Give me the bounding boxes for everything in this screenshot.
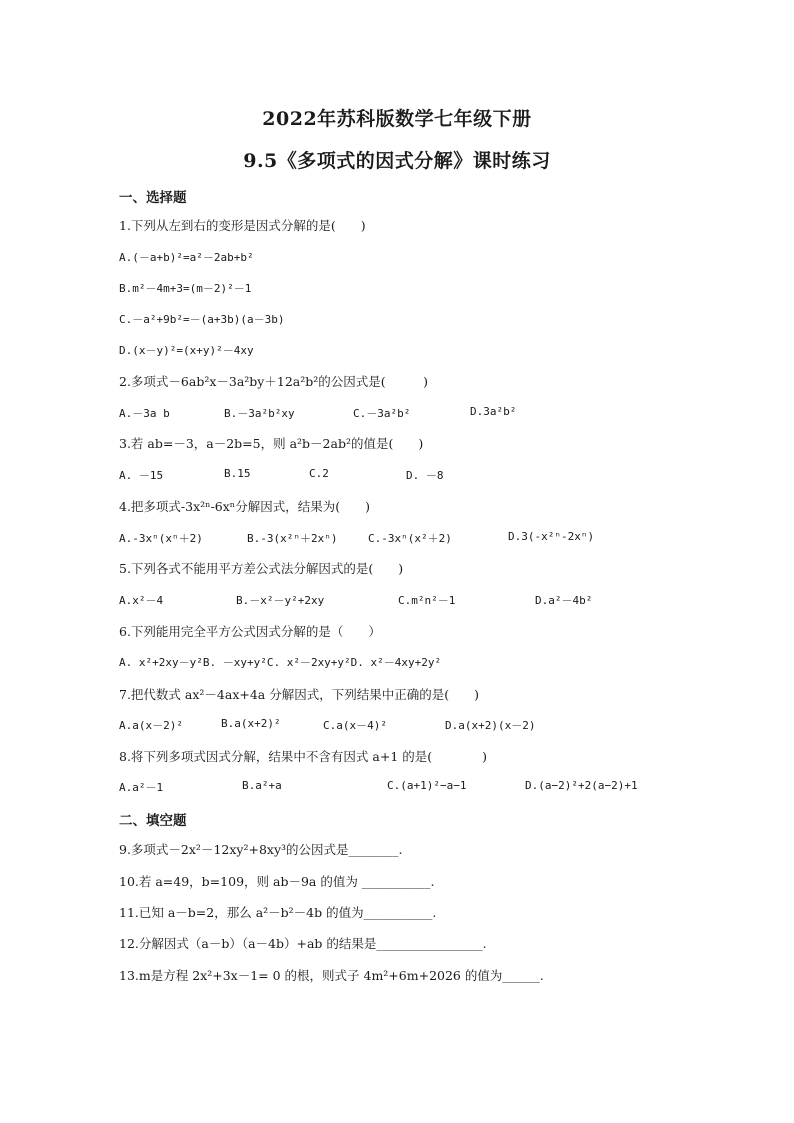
title-line-1: 2022年苏科版数学七年级下册: [262, 108, 532, 130]
q3-option-a: A. －15: [119, 469, 164, 482]
q2-option-b: B.－3a²b²xy: [224, 407, 295, 420]
q4-option-b: B.-3(x²ⁿ＋2xⁿ): [247, 532, 338, 545]
q5-option-a: A.x²－4: [119, 594, 164, 607]
q7-option-c: C.a(x－4)²: [323, 719, 387, 732]
q2-option-d: D.3a²b²: [470, 405, 517, 418]
q8-option-b: B.a²+a: [242, 779, 282, 792]
q8-option-a: A.a²－1: [119, 781, 164, 794]
title-line-2: 9.5《多项式的因式分解》课时练习: [243, 150, 551, 172]
section-fill-in: 二、填空题: [119, 813, 187, 829]
question-5: 5.下列各式不能用平方差公式法分解因式的是( ): [119, 561, 404, 576]
question-1: 1.下列从左到右的变形是因式分解的是( ): [119, 218, 366, 233]
q1-option-a: A.(－a+b)²=a²－2ab+b²: [119, 251, 254, 264]
q7-option-a: A.a(x－2)²: [119, 719, 183, 732]
question-3: 3.若 ab=－3，a－2b=5，则 a²b－2ab²的值是( ): [119, 436, 424, 451]
q2-option-a: A.－3a b: [119, 407, 170, 420]
question-7: 7.把代数式 ax²－4ax+4a 分解因式，下列结果中正确的是( ): [119, 687, 479, 702]
q1-option-b: B.m²－4m+3=(m－2)²－1: [119, 282, 252, 295]
q7-option-d: D.a(x+2)(x－2): [445, 719, 536, 732]
q8-option-d: D.(a−2)²+2(a−2)+1: [525, 779, 638, 792]
q4-option-a: A.-3xⁿ(xⁿ＋2): [119, 532, 203, 545]
q5-option-c: C.m²n²－1: [398, 594, 456, 607]
q3-option-c: C.2: [309, 467, 329, 480]
question-8: 8.将下列多项式因式分解，结果中不含有因式 a+1 的是( ): [119, 749, 488, 764]
q1-option-c: C.－a²+9b²=－(a+3b)(a－3b): [119, 313, 285, 326]
q3-option-b: B.15: [224, 467, 251, 480]
q1-option-d: D.(x－y)²=(x+y)²－4xy: [119, 344, 254, 357]
q8-option-c: C.(a+1)²−a−1: [387, 779, 467, 792]
q5-option-d: D.a²－4b²: [535, 594, 593, 607]
question-11: 11.已知 a－b=2，那么 a²－b²－4b 的值为___________.: [119, 905, 437, 920]
q7-option-b: B.a(x+2)²: [221, 717, 281, 730]
question-2: 2.多项式－6ab²x－3a²by＋12a²b²的公因式是( ): [119, 374, 429, 389]
section-multiple-choice: 一、选择题: [119, 190, 187, 206]
q6-options: A. x²+2xy－y²B. －xy+y²C. x²－2xy+y²D. x²－4xy+2y²: [119, 656, 442, 669]
q4-option-c: C.-3xⁿ(x²＋2): [368, 532, 452, 545]
question-6: 6.下列能用完全平方公式因式分解的是（ ）: [119, 624, 381, 639]
q5-option-b: B.－x²－y²+2xy: [236, 594, 325, 607]
q2-option-c: C.－3a²b²: [353, 407, 411, 420]
question-13: 13.m是方程 2x²+3x－1= 0 的根，则式子 4m²+6m+2026 的值为______.: [119, 968, 544, 983]
question-9: 9.多项式－2x²－12xy²+8xy³的公因式是________.: [119, 842, 403, 857]
question-4: 4.把多项式-3x²ⁿ-6xⁿ分解因式，结果为( ): [119, 499, 370, 514]
q3-option-d: D. －8: [406, 469, 444, 482]
question-12: 12.分解因式（a－b）（a－4b）+ab 的结果是_________________.: [119, 936, 487, 951]
q4-option-d: D.3(-x²ⁿ-2xⁿ): [508, 530, 595, 543]
question-10: 10.若 a=49，b=109，则 ab－9a 的值为 ___________.: [119, 874, 435, 889]
